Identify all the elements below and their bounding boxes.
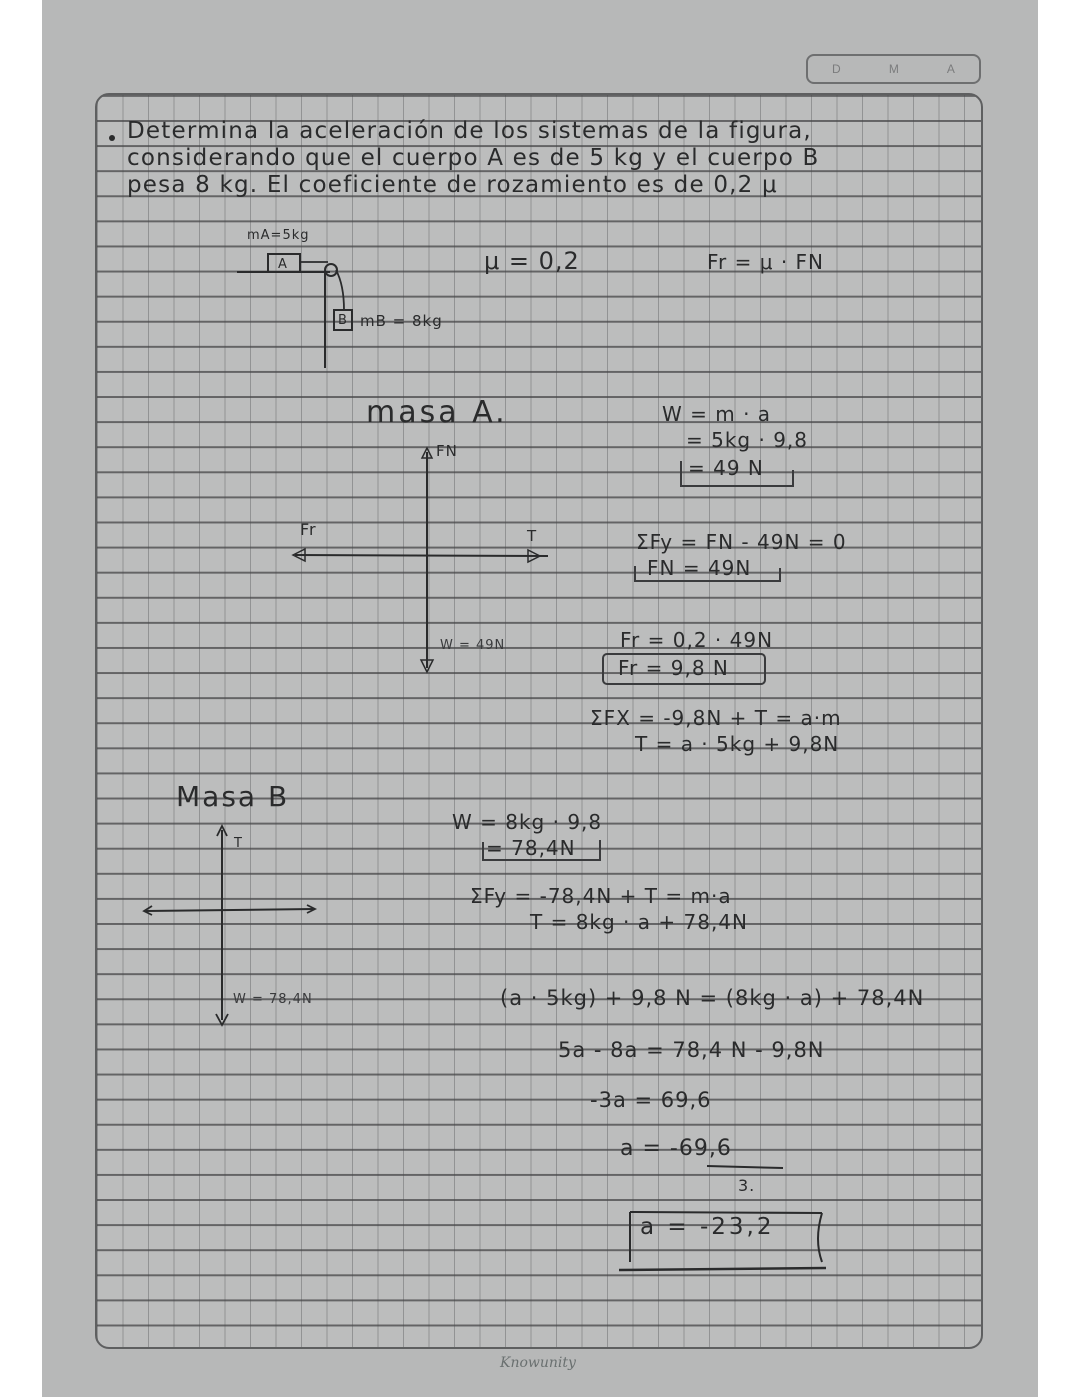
date-day-label: D	[832, 62, 841, 76]
block-a-label: A	[278, 257, 288, 272]
masa-a-tension-eq: T = a · 5kg + 9,8N	[635, 732, 840, 756]
friction-formula: Fr = μ · FN	[707, 250, 825, 274]
masa-b-title: Masa B	[176, 780, 290, 813]
block-b-label: B	[338, 313, 348, 328]
masa-b-sum-fy: ΣFy = -78,4N + T = m·a	[470, 884, 732, 908]
fbd-a-tension-label: T	[527, 527, 538, 545]
masa-a-weight-result: = 49 N	[688, 456, 764, 480]
masa-a-sum-fy: ΣFy = FN - 49N = 0	[636, 530, 847, 554]
mass-a-label: mA=5kg	[247, 228, 310, 243]
masa-b-tension-eq: T = 8kg · a + 78,4N	[530, 910, 748, 934]
masa-a-weight-eq-1: W = m · a	[662, 402, 772, 426]
question-line-2: considerando que el cuerpo A es de 5 kg y el cuerpo B	[127, 145, 820, 171]
masa-a-friction-result: Fr = 9,8 N	[618, 656, 729, 680]
masa-b-weight-eq: W = 8kg · 9,8	[452, 810, 603, 834]
final-answer: a = -23,2	[640, 1214, 775, 1240]
masa-a-title: masa A.	[366, 395, 508, 430]
date-month-label: M	[888, 62, 899, 76]
solution-denominator: 3.	[738, 1176, 756, 1195]
question-line-3: pesa 8 kg. El coeficiente de rozamiento es de 0,2 μ	[127, 172, 778, 198]
masa-b-weight-result: = 78,4N	[486, 836, 576, 860]
solution-line-1: (a · 5kg) + 9,8 N = (8kg · a) + 78,4N	[500, 986, 925, 1010]
solution-line-2: 5a - 8a = 78,4 N - 9,8N	[558, 1038, 825, 1062]
fbd-b-tension-label: T	[234, 836, 243, 851]
fbd-a-friction-label: Fr	[300, 520, 317, 539]
date-year-label: A	[946, 62, 955, 76]
fbd-b-weight-label: W = 78,4N	[233, 992, 313, 1007]
fbd-a-weight-label: W = 49N	[440, 638, 506, 653]
solution-line-4: a = -69,6	[620, 1136, 732, 1161]
masa-a-normal-result: FN = 49N	[647, 556, 752, 580]
watermark-logo: Knowunity	[500, 1355, 576, 1371]
fbd-a-normal-label: FN	[436, 442, 458, 460]
mass-b-label: mB = 8kg	[360, 312, 443, 330]
solution-line-3: -3a = 69,6	[590, 1088, 712, 1112]
mu-value: μ = 0,2	[484, 247, 580, 275]
masa-a-weight-eq-2: = 5kg · 9,8	[686, 428, 808, 452]
masa-a-friction-eq: Fr = 0,2 · 49N	[620, 628, 774, 652]
question-line-1: Determina la aceleración de los sistemas de la figura,	[127, 118, 812, 144]
masa-a-sum-fx: ΣFX = -9,8N + T = a·m	[590, 706, 842, 730]
